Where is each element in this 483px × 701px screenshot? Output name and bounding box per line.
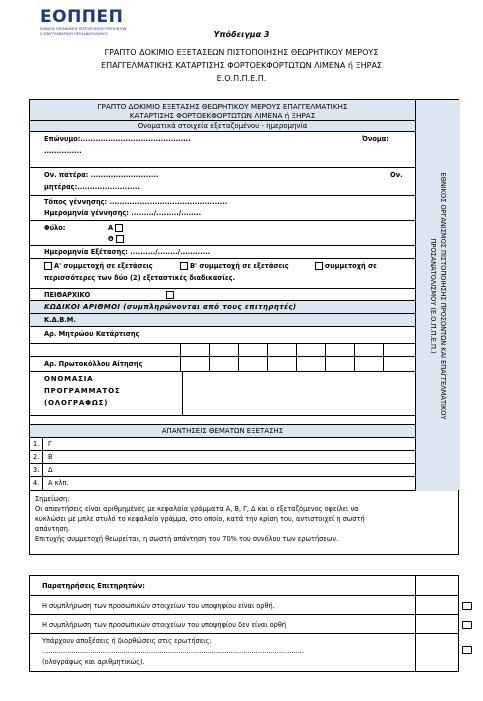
birth-row bbox=[30, 196, 415, 221]
participation-row bbox=[30, 259, 415, 289]
protocol-cell[interactable] bbox=[354, 357, 383, 371]
parents-row bbox=[30, 168, 415, 196]
program-divider bbox=[182, 372, 183, 415]
codes-header bbox=[30, 301, 415, 314]
notes-line-2: κυκλώσει με μπλε στυλό το κεφαλαίο γράμμα, στο οποίο, κατά την κρίση του, αντιστοιχεί η σωστή bbox=[35, 515, 365, 523]
discipline-label: ΠΕΙΘΑΡΧΙΚΟ bbox=[44, 291, 91, 299]
mother-label: Ον. bbox=[390, 171, 403, 179]
protocol-row bbox=[30, 357, 415, 372]
protocol-cell[interactable] bbox=[296, 357, 325, 371]
participation-a-label: Α' συμμετοχή σε εξετάσεις bbox=[54, 262, 153, 270]
program-label-2: ΠΡΟΓΡΑΜΜΑΤΟΣ bbox=[44, 387, 121, 395]
notes-line-3: απάντηση. bbox=[35, 525, 70, 533]
answer-number: 1. bbox=[33, 440, 40, 448]
kdvm-label: Κ.Δ.Β.Μ. bbox=[44, 316, 76, 324]
protocol-cell[interactable] bbox=[238, 357, 267, 371]
protocol-label: Αρ. Πρωτοκόλλου Αίτησης bbox=[44, 360, 143, 368]
registry-cell[interactable] bbox=[325, 343, 354, 356]
logo-subline-2: & ΕΠΑΓΓΕΛΜΑΤΙΚΟΥ ΠΡΟΣΑΝΑΤΟΛΙΣΜΟΥ bbox=[40, 32, 108, 36]
program-row bbox=[30, 372, 415, 416]
gender-a-checkbox[interactable] bbox=[115, 224, 123, 232]
observation-item-3-checkbox[interactable] bbox=[462, 646, 472, 654]
form-title-line-2: ΚΑΤΑΡΤΙΣΗΣ ΦΟΡΤΟΕΚΦΟΡΤΩΤΩΝ ΛΙΜΕΝΑ ή ΞΗΡΑΣ bbox=[129, 111, 316, 120]
gender-label: Φύλο: bbox=[44, 224, 66, 232]
surname-field[interactable]: Επώνυμο:............................................ bbox=[44, 135, 191, 143]
notes-line-1: Οι απαντήσεις είναι αριθμημένες με κεφαλαία γράμματα Α, Β, Γ, Δ και ο εξεταζόμενος οφείλει να bbox=[35, 505, 359, 513]
codes-label: ΚΩΔΙΚΟΙ ΑΡΙΘΜΟΙ (συμπληρώνονται από τους επιτηρητές) bbox=[44, 303, 297, 311]
doc-title-line-2: ΕΠΑΓΓΕΛΜΑΤΙΚΗΣ ΚΑΤΑΡΤΙΣΗΣ ΦΟΡΤΟΕΚΦΟΡΤΩΤΩΝ ΛΙΜΕΝΑ ή ΞΗΡΑΣ bbox=[101, 61, 382, 70]
observation-item-1 bbox=[30, 596, 458, 615]
gender-a-option[interactable] bbox=[108, 224, 123, 232]
program-label-1: ΟΝΟΜΑΣΙΑ bbox=[44, 375, 94, 383]
gender-a-label: Α bbox=[108, 224, 114, 232]
answer-row-3 bbox=[30, 464, 415, 477]
logo-subline-1: ΕΘΝΙΚΟΣ ΟΡΓΑΝΙΣΜΟΣ ΠΙΣΤΟΠΟΙΗΣΗΣ ΠΡΟΣΟΝΤΩΝ bbox=[40, 27, 127, 31]
participation-b-option[interactable] bbox=[180, 262, 289, 270]
observation-item-3 bbox=[30, 634, 458, 671]
father-field[interactable]: Ον. πατέρα: ........................... bbox=[44, 171, 159, 179]
participation-c-checkbox[interactable] bbox=[315, 262, 323, 270]
answer-row-4 bbox=[30, 477, 415, 491]
firstname-label[interactable]: Όνομα: bbox=[362, 135, 389, 143]
logo-mark: ΕΟΠΠΕΠ bbox=[40, 7, 124, 27]
program-label-3: (ΟΛΟΓΡΑΦΩΣ) bbox=[44, 399, 109, 407]
side-authority-column bbox=[415, 100, 460, 491]
exam-date-field[interactable]: Ημερομηνία Εξέτασης: ........../......../............ bbox=[44, 248, 211, 256]
side-authority-line-2: ΠΡΟΣΑΝΑΤΟΛΙΣΜΟΥ (Ε.Ο.Π.Π.Ε.Π.) bbox=[429, 237, 437, 354]
registry-cell[interactable] bbox=[383, 343, 412, 356]
registry-cell[interactable] bbox=[238, 343, 267, 356]
personal-section-label: Ονοματικά στοιχεία εξεταζομένου - ημερομηνία bbox=[137, 122, 308, 130]
answer-number: 3. bbox=[33, 466, 40, 474]
gender-th-option[interactable] bbox=[108, 235, 124, 243]
observation-item-1-checkbox[interactable] bbox=[462, 602, 472, 610]
participation-b-label: Β' συμμετοχή σε εξετάσεις bbox=[190, 262, 289, 270]
registry-digit-cells[interactable] bbox=[180, 343, 412, 356]
gender-th-checkbox[interactable] bbox=[116, 235, 124, 243]
answer-row-1 bbox=[30, 438, 415, 451]
personal-section-header bbox=[30, 121, 415, 132]
registry-row bbox=[30, 327, 415, 343]
answer-value[interactable]: Β bbox=[48, 453, 53, 461]
observation-item-2-checkbox[interactable] bbox=[462, 621, 472, 629]
form-title-line-1: ΓΡΑΠΤΟ ΔΟΚΙΜΙΟ ΕΞΕΤΑΣΗΣ ΘΕΩΡΗΤΙΚΟΥ ΜΕΡΟΥΣ ΕΠΑΓΓΕΛΜΑΤΙΚΗΣ bbox=[97, 102, 348, 111]
registry-cell[interactable] bbox=[267, 343, 296, 356]
participation-a-option[interactable] bbox=[44, 262, 153, 270]
exam-form bbox=[29, 99, 459, 555]
registry-cells-row bbox=[30, 343, 415, 357]
protocol-cell[interactable] bbox=[180, 357, 209, 371]
kdvm-row bbox=[30, 314, 415, 327]
observation-item-2 bbox=[30, 615, 458, 634]
side-authority-text bbox=[428, 131, 448, 461]
mother-field[interactable]: μητέρας:......................... bbox=[44, 183, 140, 191]
answers-spacer bbox=[30, 416, 415, 425]
notes-box bbox=[29, 490, 459, 555]
registry-divider bbox=[30, 343, 415, 344]
participation-c-label: συμμετοχή σε bbox=[325, 262, 377, 270]
gender-row bbox=[30, 221, 415, 246]
name-row bbox=[30, 132, 415, 168]
form-title bbox=[30, 100, 415, 121]
gender-th-label: Θ bbox=[108, 235, 114, 243]
answer-number: 4. bbox=[33, 479, 40, 487]
participation-a-checkbox[interactable] bbox=[44, 262, 52, 270]
observations-box bbox=[29, 575, 459, 672]
answer-row-2 bbox=[30, 451, 415, 464]
birthdate-field[interactable]: Ημερομηνία γέννησης: ........./........./........ bbox=[44, 209, 202, 217]
registry-label: Αρ. Μητρώου Κατάρτισης bbox=[44, 330, 140, 338]
sample-label: Υπόδειγμα 3 bbox=[213, 30, 270, 39]
observation-item-1-label: Η συμπλήρωση των προσωπικών στοιχείων του υποψηφίου είναι ορθή. bbox=[42, 602, 275, 610]
notes-title: Σημείωση: bbox=[35, 495, 70, 503]
doc-title-line-1: ΓΡΑΠΤΟ ΔΟΚΙΜΙΟ ΕΞΕΤΑΣΕΩΝ ΠΙΣΤΟΠΟΙΗΣΗΣ ΘΕΩΡΗΤΙΚΟΥ ΜΕΡΟΥΣ bbox=[104, 48, 379, 57]
discipline-row bbox=[30, 289, 415, 301]
observation-item-3-label: Υπάρχουν αποξέσεις ή διορθώσεις στις ερωτήσεις: bbox=[42, 637, 212, 645]
observations-divider bbox=[415, 576, 416, 671]
registry-cell[interactable] bbox=[296, 343, 325, 356]
observation-item-3-dots[interactable]: ............................................................................................................................. bbox=[42, 647, 304, 655]
firstname-field-cont[interactable]: ............... bbox=[44, 147, 82, 155]
participation-b-checkbox[interactable] bbox=[180, 262, 188, 270]
answer-value[interactable]: Γ bbox=[48, 440, 52, 448]
answer-value[interactable]: Δ bbox=[48, 466, 53, 474]
participation-c-option[interactable] bbox=[315, 262, 377, 270]
protocol-cell[interactable] bbox=[209, 357, 238, 371]
protocol-cell[interactable] bbox=[383, 357, 412, 371]
doc-title-line-3: Ε.Ο.Π.Π.Ε.Π. bbox=[216, 74, 267, 83]
protocol-cell[interactable] bbox=[325, 357, 354, 371]
answers-header bbox=[30, 425, 415, 438]
answer-value[interactable]: Α κλπ. bbox=[48, 479, 69, 487]
answers-title: ΑΠΑΝΤΗΣΕΙΣ ΘΕΜΑΤΩΝ ΕΞΕΤΑΣΗΣ bbox=[161, 427, 284, 435]
observation-item-2-label: Η συμπλήρωση των προσωπικών στοιχείων του υποψηφίου δεν είναι ορθή bbox=[42, 621, 287, 629]
answer-number: 2. bbox=[33, 453, 40, 461]
observations-title: Παρατηρήσεις Επιτηρητών: bbox=[42, 582, 145, 590]
observation-item-3-tail: (ολογράφως και αριθμητικώς). bbox=[42, 658, 145, 666]
exam-date-row bbox=[30, 246, 415, 259]
registry-cell[interactable] bbox=[354, 343, 383, 356]
protocol-cell[interactable] bbox=[267, 357, 296, 371]
discipline-checkbox[interactable] bbox=[166, 291, 174, 299]
registry-cell[interactable] bbox=[209, 343, 238, 356]
protocol-digit-cells[interactable] bbox=[180, 357, 412, 371]
notes-line-4: Επιτυχής συμμετοχή θεωρείται, η σωστή απάντηση του 70% του συνόλου των ερωτήσεων. bbox=[35, 535, 339, 543]
birthplace-field[interactable]: Τόπος γέννησης: ............................................... bbox=[44, 198, 228, 206]
observations-header bbox=[30, 576, 458, 596]
registry-cell[interactable] bbox=[180, 343, 209, 356]
side-authority-line-1: ΕΘΝΙΚΟΣ ΟΡΓΑΝΙΣΜΟΣ ΠΙΣΤΟΠΟΙΗΣΗΣ ΠΡΟΣΟΝΤΩΝ ΚΑΙ ΕΠΑΓΓΕΛΜΑΤΙΚΟΥ bbox=[439, 171, 447, 420]
participation-c-label-cont: περισσότερες των δύο (2) εξεταστικές διαδικασίες. bbox=[44, 274, 236, 282]
